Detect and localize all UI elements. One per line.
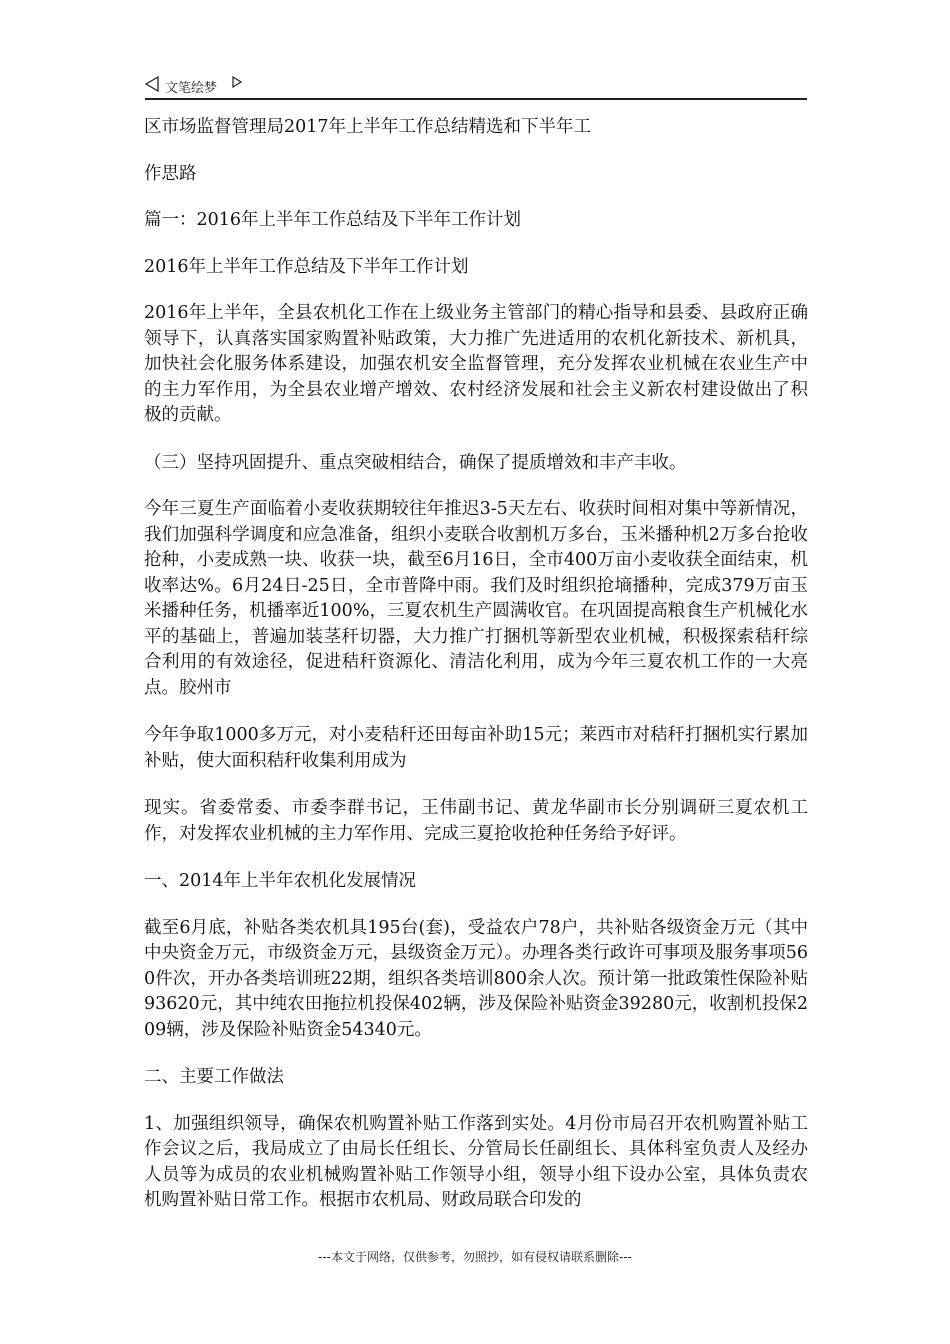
paragraph-subsidy-funds: 今年争取1000多万元，对小麦秸秆还田每亩补助15元；莱西市对秸秆打捆机实行累加补贴，使大面积秸秆收集利用成为 (144, 725, 808, 771)
section-heading-part-one: 篇一：2016年上半年工作总结及下半年工作计划 (144, 210, 522, 230)
heading-section-one: 一、2014年上半年农机化发展情况 (144, 871, 417, 891)
heading-section-two: 二、主要工作做法 (144, 1067, 284, 1087)
doc-title-line-2: 作思路 (144, 163, 197, 184)
triangle-right-icon (232, 76, 242, 88)
page-header (145, 72, 807, 100)
paragraph-summer-harvest: 今年三夏生产面临着小麦收获期较往年推迟3-5天左右、收获时间相对集中等新情况，我们加强科学调度和应急准备，组织小麦联合收割机万多台，玉米播种机2万多台抢收抢种，小麦成熟一块、收获一块，截至6月16日，全市400万亩小麦收获全面结束，机收率达%。6月24日-25日，全市普降中雨。我们及时组织抢墒播种，完成379万亩玉米播种任务，机播率近100%，三夏农机生产圆满收官。在巩固提高粮食生产机械化水平的基础上，普遍加装茎秆切器，大力推广打捆机等新型农业机械，积极探索秸秆综合利用的有效途径，促进秸秆资源化、清洁化利用，成为今年三夏农机工作的一大亮点。胶州市 (144, 499, 808, 698)
paragraph-intro: 2016年上半年，全县农机化工作在上级业务主管部门的精心指导和县委、县政府正确领导下，认真落实国家购置补贴政策，大力推广先进适用的农机化新技术、新机具，加快社会化服务体系建设，加强农机安全监督管理，充分发挥农业机械在农业生产中的主力军作用，为全县农业增产增效、农村经济发展和社会主义新农村建设做出了积极的贡献。 (144, 303, 808, 425)
paragraph-reality: 现实。省委常委、市委李群书记，王伟副书记、黄龙华副市长分别调研三夏农机工作，对发挥农业机械的主力军作用、完成三夏抢收抢种任务给予好评。 (144, 798, 808, 844)
heading-three: （三）坚持巩固提升、重点突破相结合，确保了提质增效和丰产丰收。 (144, 452, 687, 473)
triangle-left-icon (145, 76, 159, 92)
header-brand: 文笔绘梦 (165, 81, 218, 96)
document-body (144, 115, 808, 1236)
doc-title-line-1: 区市场监督管理局2017年上半年工作总结精选和下半年工 (144, 117, 592, 137)
page-footer: ---本文于网络，仅供参考，勿照抄，如有侵权请联系删除--- (318, 1250, 632, 1264)
paragraph-organization: 1、加强组织领导，确保农机购置补贴工作落到实处。4月份市局召开农机购置补贴工作会议之后，我局成立了由局长任组长、分管局长任副组长、具体科室负责人及经办人员等为成员的农业机械购置补贴工作领导小组，领导小组下设办公室，具体负责农机购置补贴日常工作。根据市农机局、财政局联合印发的 (144, 1113, 808, 1210)
subtitle-2016-summary: 2016年上半年工作总结及下半年工作计划 (144, 256, 469, 277)
paragraph-statistics: 截至6月底，补贴各类农机具195台(套)，受益农户78户，共补贴各级资金万元（其中中央资金万元，市级资金万元，县级资金万元）。办理各类行政许可事项及服务事项560件次，开办各类培训班22期，组织各类培训800余人次。预计第一批政策性保险补贴93620元，其中纯农田拖拉机投保402辆，涉及保险补贴资金39280元，收割机投保209辆，涉及保险补贴资金54340元。 (144, 917, 808, 1040)
